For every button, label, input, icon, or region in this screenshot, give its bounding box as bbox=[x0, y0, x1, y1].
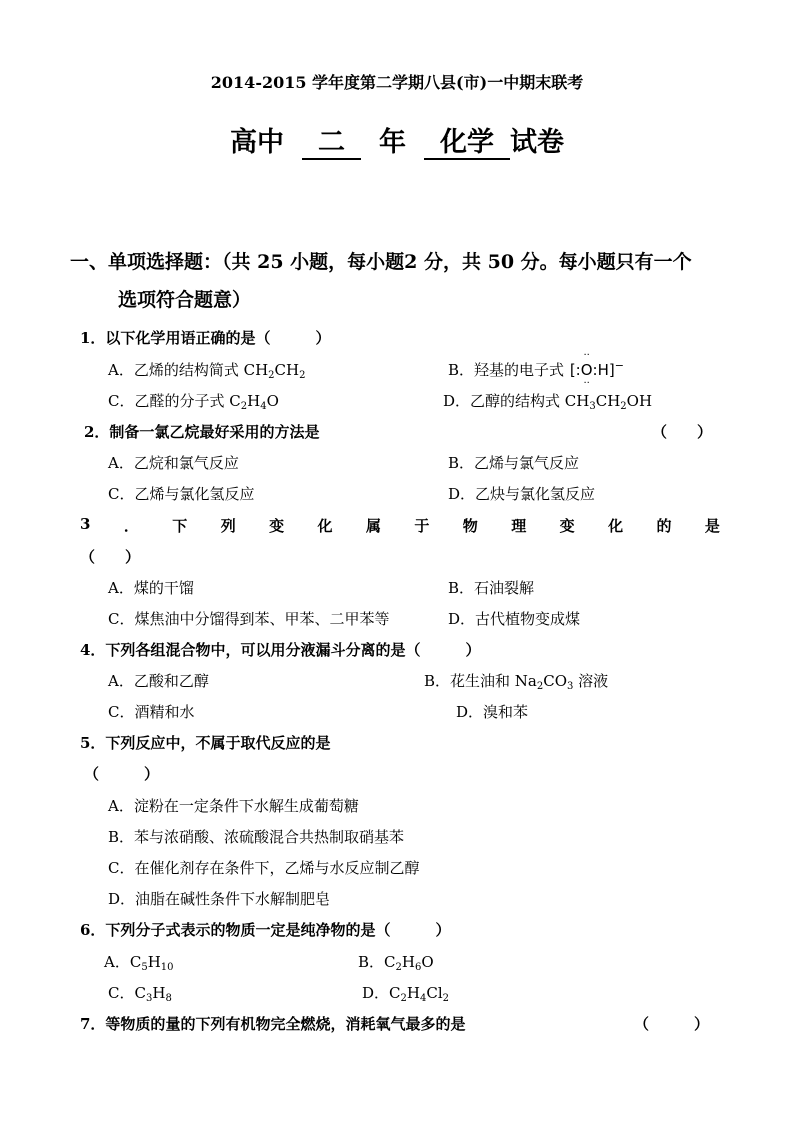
q2-answer-paren: （ ） bbox=[652, 423, 713, 441]
q6-option-b: B．$C_2H_6O$ bbox=[358, 953, 434, 973]
q7-answer-paren: （ ） bbox=[634, 1015, 710, 1033]
q2-option-d: D．乙炔与氯化氢反应 bbox=[448, 485, 596, 503]
q3-option-d: D．古代植物变成煤 bbox=[448, 610, 581, 628]
q1-option-b bbox=[448, 350, 625, 389]
q2-stem: 2．制备一氯乙烷最好采用的方法是 bbox=[84, 423, 320, 441]
q5-stem: 5．下列反应中，不属于取代反应的是 bbox=[80, 734, 331, 752]
q3-stem bbox=[80, 515, 720, 536]
q4-option-a: A．乙酸和乙醇 bbox=[108, 672, 209, 690]
title-suffix: 试卷 bbox=[510, 127, 564, 158]
q3-char: 3 bbox=[80, 515, 91, 533]
q1-option-a: A．乙烯的结构简式 $CH_2CH_2$ bbox=[108, 361, 306, 381]
q3-char: ． bbox=[123, 517, 139, 535]
q2-option-b: B．乙烯与氯气反应 bbox=[448, 454, 580, 472]
hydroxyl-electron-formula: [:O ·· ·· :H]− bbox=[569, 350, 624, 389]
q3-char: 是 bbox=[704, 517, 720, 535]
title-mid: 年 bbox=[379, 127, 406, 158]
q5-option-a: A．淀粉在一定条件下水解生成葡萄糖 bbox=[108, 797, 359, 815]
q4-option-d: D．溴和苯 bbox=[456, 703, 529, 721]
q6-option-c: C．$C_3H_8$ bbox=[108, 984, 172, 1004]
title-grade-blank: 二 bbox=[302, 128, 361, 160]
q3-char: 物 bbox=[462, 517, 478, 535]
q6-option-d: D．$C_2H_4Cl_2$ bbox=[362, 984, 450, 1004]
q6-stem: 6．下列分子式表示的物质一定是纯净物的是（ ） bbox=[80, 921, 451, 939]
q3-char: 化 bbox=[608, 517, 624, 535]
q5-option-c: C．在催化剂存在条件下，乙烯与水反应制乙醇 bbox=[108, 859, 420, 877]
q3-answer-paren: （ ） bbox=[80, 548, 141, 566]
q1-option-c: C．乙醛的分子式 $C_2H_4O$ bbox=[108, 392, 279, 412]
q1-stem: 1．以下化学用语正确的是（ ） bbox=[80, 329, 331, 347]
q1-option-d: D．乙醇的结构式 $CH_3CH_2OH$ bbox=[443, 392, 653, 412]
q3-char: 变 bbox=[559, 517, 575, 535]
q6-option-a: A．$C_5H_{10}$ bbox=[104, 953, 174, 973]
q3-char: 变 bbox=[269, 517, 285, 535]
q3-char: 下 bbox=[172, 517, 188, 535]
q3-char: 理 bbox=[511, 517, 527, 535]
q2-option-c: C．乙烯与氯化氢反应 bbox=[108, 485, 255, 503]
paper-title bbox=[0, 120, 794, 160]
q5-answer-paren: （ ） bbox=[84, 765, 160, 783]
q3-char: 列 bbox=[220, 517, 236, 535]
title-subject-blank: 化学 bbox=[424, 128, 510, 160]
q3-char: 于 bbox=[414, 517, 430, 535]
q3-char: 化 bbox=[317, 517, 333, 535]
q1-option-b-label: B．羟基的电子式 bbox=[448, 361, 565, 379]
q5-option-d: D．油脂在碱性条件下水解制肥皂 bbox=[108, 890, 331, 908]
q3-option-c: C．煤焦油中分馏得到苯、甲苯、二甲苯等 bbox=[108, 610, 390, 628]
q4-option-c: C．酒精和水 bbox=[108, 703, 195, 721]
q5-option-b: B．苯与浓硝酸、浓硫酸混合共热制取硝基苯 bbox=[108, 828, 405, 846]
section-heading-cont: 选项符合题意） bbox=[118, 289, 252, 311]
q2-option-a: A．乙烷和氯气反应 bbox=[108, 454, 239, 472]
section-heading: 一、单项选择题：（共 25 小题，每小题2 分，共 50 分。每小题只有一个 bbox=[70, 251, 692, 273]
q3-char: 属 bbox=[365, 517, 381, 535]
q3-option-b: B．石油裂解 bbox=[448, 579, 535, 597]
exam-header: 2014-2015 学年度第二学期八县(市)一中期末联考 bbox=[210, 73, 584, 92]
q7-stem: 7．等物质的量的下列有机物完全燃烧，消耗氧气最多的是 bbox=[80, 1015, 466, 1033]
q3-char: 的 bbox=[656, 517, 672, 535]
q3-option-a: A．煤的干馏 bbox=[108, 579, 194, 597]
title-prefix: 高中 bbox=[230, 127, 284, 158]
q4-stem: 4．下列各组混合物中，可以用分液漏斗分离的是（ ） bbox=[80, 641, 481, 659]
q4-option-b: B．花生油和 $Na_2CO_3$ 溶液 bbox=[424, 672, 609, 692]
